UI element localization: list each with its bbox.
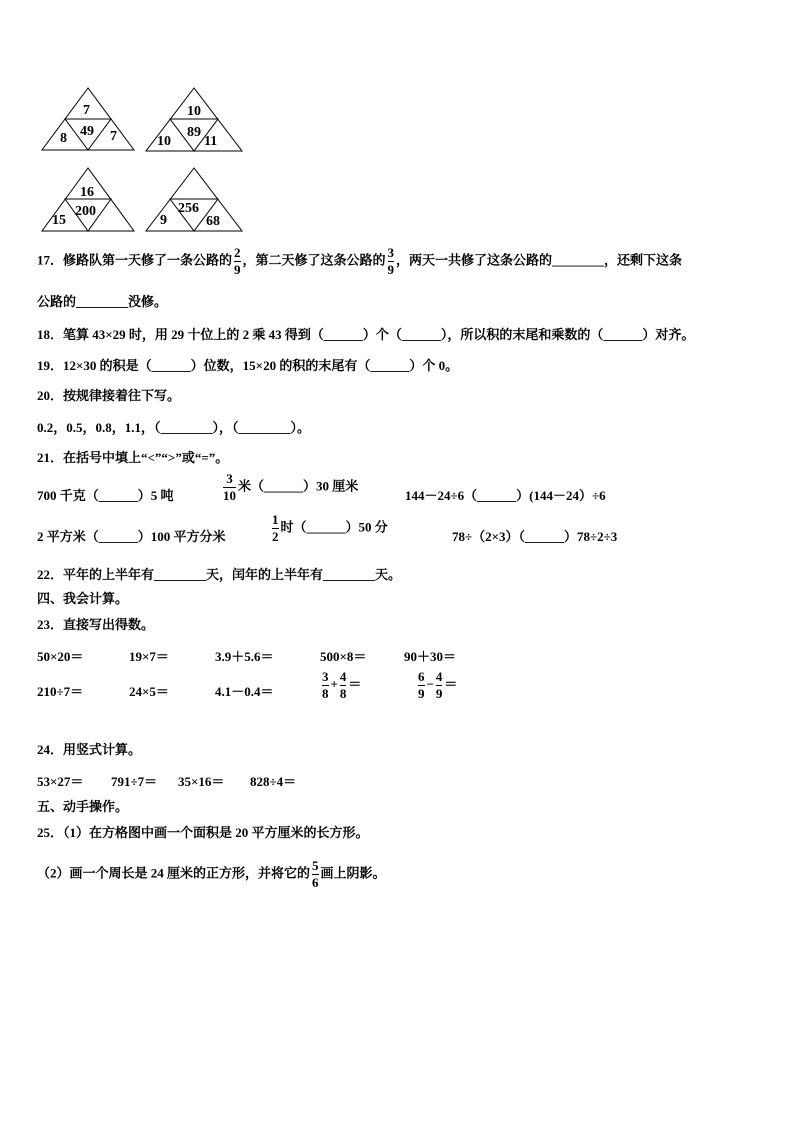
frac-den: 9 bbox=[234, 262, 241, 277]
fraction-2-9 bbox=[234, 246, 241, 277]
frac-den: 8 bbox=[322, 686, 329, 701]
frac-num: 4 bbox=[435, 669, 443, 684]
frac-num: 4 bbox=[339, 669, 347, 684]
triangle-2-top: 10 bbox=[187, 104, 201, 119]
frac-den: 9 bbox=[435, 686, 443, 701]
triangle-2-right: 11 bbox=[204, 134, 218, 149]
triangle-4-right: 68 bbox=[206, 214, 220, 229]
q23-r2-1: 210÷7＝ bbox=[37, 684, 84, 699]
frac-num: 3 bbox=[226, 471, 233, 486]
triangle-1-left: 8 bbox=[60, 131, 67, 146]
triangle-1-right: 7 bbox=[110, 129, 117, 144]
triangle-puzzle-2 bbox=[144, 86, 254, 154]
triangle-4-left: 9 bbox=[160, 213, 167, 228]
equals-sign: ＝ bbox=[348, 676, 362, 692]
q23-r2-2: 24×5＝ bbox=[129, 684, 169, 699]
frac-num: 3 bbox=[322, 669, 329, 684]
fraction-3-8 bbox=[322, 670, 329, 701]
question-25-part-1: 25．（1）在方格图中画一个面积是 20 平方厘米的长方形。 bbox=[37, 825, 369, 840]
fraction-1-2 bbox=[272, 513, 279, 544]
triangle-3-center: 200 bbox=[75, 204, 96, 219]
question-25-part-2 bbox=[37, 859, 386, 890]
q23-r1-4: 500×8＝ bbox=[320, 649, 367, 664]
question-17-cont: 公路的________没修。 bbox=[37, 294, 168, 309]
q21-item-5-text: 时（______）50 分 bbox=[280, 519, 388, 535]
q23-r2-3: 4.1－0.4＝ bbox=[215, 684, 274, 699]
plus-sign: + bbox=[330, 676, 338, 692]
frac-num: 5 bbox=[312, 858, 319, 873]
frac-num: 6 bbox=[418, 669, 425, 684]
q21-item-3: 144－24÷6（______）(144－24）÷6 bbox=[405, 488, 606, 503]
triangle-puzzle-4 bbox=[144, 166, 254, 234]
q21-item-4: 2 平方米（______）100 平方分米 bbox=[37, 529, 226, 544]
frac-den: 8 bbox=[339, 686, 347, 701]
question-21-title: 21．在括号中填上“<”“>”或“=”。 bbox=[37, 450, 229, 465]
triangle-4-top: 256 bbox=[178, 201, 199, 216]
q24-item-3: 35×16＝ bbox=[178, 774, 225, 789]
triangle-3-left: 15 bbox=[52, 213, 66, 228]
triangle-puzzle-3 bbox=[40, 166, 150, 234]
q25-text-a: （2）画一个周长是 24 厘米的正方形，并将它的 bbox=[37, 865, 311, 881]
q23-r1-2: 19×7＝ bbox=[129, 649, 169, 664]
triangle-3-top: 16 bbox=[80, 185, 94, 200]
q21-item-1: 700 千克（______）5 吨 bbox=[37, 488, 174, 503]
section-4-heading: 四、我会计算。 bbox=[37, 591, 129, 606]
frac-den: 9 bbox=[387, 262, 395, 277]
fraction-3-10 bbox=[223, 472, 236, 503]
q17-text-a: 17．修路队第一天修了一条公路的 bbox=[37, 252, 233, 268]
question-17 bbox=[37, 246, 682, 277]
frac-den: 9 bbox=[418, 686, 425, 701]
q23-r1-5: 90＋30＝ bbox=[404, 649, 457, 664]
question-22: 22．平年的上半年有________天，闰年的上半年有________天。 bbox=[37, 567, 402, 582]
frac-num: 1 bbox=[272, 512, 279, 527]
triangle-1-top: 7 bbox=[83, 103, 90, 118]
question-18: 18．笔算 43×29 时，用 29 十位上的 2 乘 43 得到（______）个（______），所以积的末尾和乘数的（______）对齐。 bbox=[37, 327, 695, 342]
q21-item-2-text: 米（______）30 厘米 bbox=[238, 478, 359, 494]
triangle-2-center: 89 bbox=[187, 125, 201, 140]
q23-fraction-sum bbox=[320, 670, 361, 701]
q23-r1-1: 50×20＝ bbox=[37, 649, 84, 664]
q24-item-2: 791÷7＝ bbox=[111, 774, 158, 789]
q25-text-b: 画上阴影。 bbox=[320, 865, 386, 881]
question-24-title: 24．用竖式计算。 bbox=[37, 742, 142, 757]
question-23-title: 23．直接写出得数。 bbox=[37, 617, 155, 632]
question-20-title: 20．按规律接着往下写。 bbox=[37, 388, 181, 403]
fraction-4-8 bbox=[340, 670, 347, 701]
q24-item-1: 53×27＝ bbox=[37, 774, 84, 789]
frac-den: 6 bbox=[312, 875, 319, 890]
frac-den: 2 bbox=[272, 529, 279, 544]
fraction-4-9 bbox=[436, 670, 443, 701]
question-19: 19．12×30 的积是（______）位数，15×20 的积的末尾有（______）个 0。 bbox=[37, 358, 459, 373]
minus-sign: − bbox=[426, 676, 434, 692]
triangle-puzzle-1 bbox=[40, 86, 150, 154]
equals-sign: ＝ bbox=[444, 676, 458, 692]
section-5-heading: 五、动手操作。 bbox=[37, 799, 129, 814]
q17-text-c: ，两天一共修了这条公路的________，还剩下这条 bbox=[396, 252, 683, 268]
q23-r1-3: 3.9＋5.6＝ bbox=[215, 649, 274, 664]
q24-item-4: 828÷4＝ bbox=[250, 774, 297, 789]
q21-item-6: 78÷（2×3）（______）78÷2÷3 bbox=[452, 529, 618, 544]
frac-num: 3 bbox=[387, 245, 395, 260]
frac-den: 10 bbox=[223, 488, 236, 503]
q21-item-2 bbox=[221, 472, 358, 503]
q17-text-b: ，第二天修了这条公路的 bbox=[242, 252, 386, 268]
frac-num: 2 bbox=[234, 245, 241, 260]
fraction-6-9 bbox=[418, 670, 425, 701]
fraction-3-9 bbox=[388, 246, 395, 277]
triangle-2-left: 10 bbox=[157, 134, 171, 149]
question-20-sequence: 0.2，0.5，0.8，1.1，（________），（________）。 bbox=[37, 420, 311, 435]
triangle-1-center: 49 bbox=[80, 124, 94, 139]
fraction-5-6 bbox=[312, 859, 319, 890]
q23-fraction-diff bbox=[416, 670, 457, 701]
q21-item-5 bbox=[270, 513, 388, 544]
